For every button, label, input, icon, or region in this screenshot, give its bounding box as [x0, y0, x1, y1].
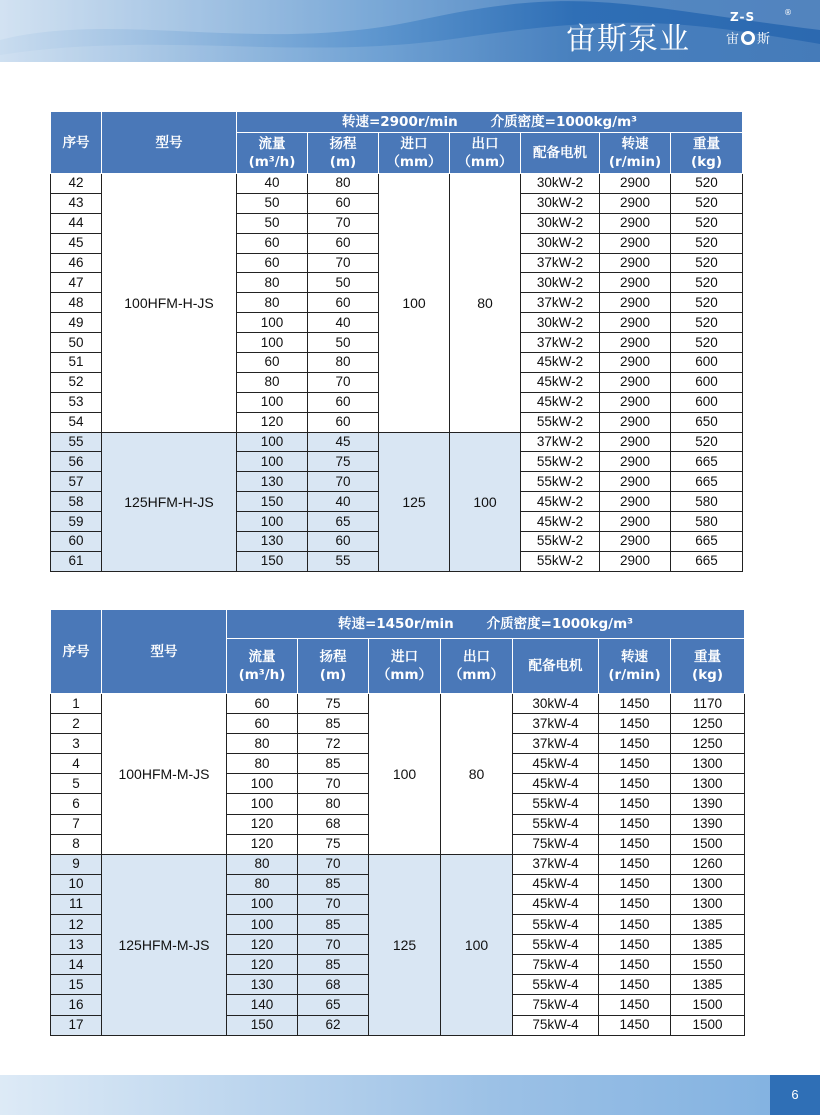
header-head-label: 扬程 [319, 649, 347, 665]
cell-speed: 2900 [600, 353, 671, 373]
cell-no: 59 [51, 512, 102, 532]
cell-weight: 1390 [671, 814, 745, 834]
cell-flow: 80 [237, 273, 308, 293]
cell-no: 58 [51, 492, 102, 512]
header-flow-unit: (m³/h) [238, 667, 286, 683]
cell-flow: 130 [237, 472, 308, 492]
cell-speed: 2900 [600, 253, 671, 273]
header-flow [227, 639, 298, 694]
cell-flow: 60 [227, 694, 298, 714]
cell-head: 60 [308, 193, 379, 213]
cell-speed: 2900 [600, 551, 671, 571]
cell-flow: 100 [237, 392, 308, 412]
cell-flow: 130 [237, 532, 308, 552]
cell-speed: 1450 [599, 834, 671, 854]
cell-head: 60 [308, 392, 379, 412]
table-row [51, 432, 743, 452]
cell-weight: 600 [671, 372, 743, 392]
cell-speed: 2900 [600, 392, 671, 412]
cell-speed: 2900 [600, 532, 671, 552]
gear-icon [741, 31, 755, 45]
cell-motor: 45kW-2 [521, 512, 600, 532]
cell-head: 70 [308, 253, 379, 273]
header-condition: 转速=2900r/min 介质密度=1000kg/m³ [237, 112, 743, 133]
cell-head: 40 [308, 313, 379, 333]
cell-motor: 75kW-4 [513, 995, 599, 1015]
cell-model: 100HFM-M-JS [102, 694, 227, 855]
cell-no: 47 [51, 273, 102, 293]
cell-flow: 80 [227, 874, 298, 894]
cell-motor: 30kW-2 [521, 313, 600, 333]
cell-motor: 55kW-4 [513, 975, 599, 995]
cell-speed: 1450 [599, 854, 671, 874]
cell-motor: 37kW-2 [521, 432, 600, 452]
cell-no: 7 [51, 814, 102, 834]
cell-head: 50 [308, 273, 379, 293]
header-speed-unit: (r/min) [608, 154, 662, 170]
cell-head: 55 [308, 551, 379, 571]
cell-weight: 1260 [671, 854, 745, 874]
company-logo [722, 10, 810, 52]
header-weight-unit: (kg) [691, 154, 723, 170]
cell-no: 53 [51, 392, 102, 412]
cell-motor: 55kW-2 [521, 551, 600, 571]
cell-no: 15 [51, 975, 102, 995]
header-inlet [369, 639, 441, 694]
cell-flow: 100 [237, 333, 308, 353]
cell-motor: 45kW-4 [513, 774, 599, 794]
cell-speed: 1450 [599, 955, 671, 975]
logo-mark [726, 28, 770, 47]
cell-no: 12 [51, 915, 102, 935]
cell-weight: 520 [671, 432, 743, 452]
cell-motor: 55kW-4 [513, 935, 599, 955]
header-outlet-label: 出口 [471, 136, 499, 152]
header-row-condition [51, 112, 743, 133]
cell-head: 75 [298, 694, 369, 714]
header-flow-label: 流量 [258, 136, 286, 152]
cell-no: 11 [51, 894, 102, 914]
cell-no: 44 [51, 213, 102, 233]
brand-title: 宙斯泵业 [566, 22, 690, 57]
cell-motor: 45kW-4 [513, 754, 599, 774]
header-motor: 配备电机 [513, 639, 599, 694]
cell-head: 85 [298, 915, 369, 935]
cell-flow: 60 [227, 714, 298, 734]
cell-weight: 1500 [671, 834, 745, 854]
cell-flow: 80 [237, 293, 308, 313]
cell-head: 85 [298, 754, 369, 774]
cell-flow: 130 [227, 975, 298, 995]
cell-speed: 1450 [599, 734, 671, 754]
cell-motor: 37kW-2 [521, 333, 600, 353]
cell-flow: 100 [227, 894, 298, 914]
cell-no: 4 [51, 754, 102, 774]
header-outlet [450, 133, 521, 174]
header-speed-label: 转速 [621, 649, 648, 665]
cell-speed: 1450 [599, 714, 671, 734]
cell-motor: 45kW-4 [513, 894, 599, 914]
cell-head: 45 [308, 432, 379, 452]
cell-head: 68 [298, 814, 369, 834]
cell-head: 85 [298, 714, 369, 734]
header-head [298, 639, 369, 694]
cell-motor: 45kW-2 [521, 492, 600, 512]
cell-outlet: 80 [450, 174, 521, 433]
spec-table-2900 [50, 111, 743, 572]
cell-weight: 1300 [671, 894, 745, 914]
cell-motor: 30kW-2 [521, 213, 600, 233]
cell-no: 52 [51, 372, 102, 392]
cell-no: 2 [51, 714, 102, 734]
cell-outlet: 100 [450, 432, 521, 571]
cell-flow: 120 [227, 955, 298, 975]
cell-no: 16 [51, 995, 102, 1015]
cell-weight: 1390 [671, 794, 745, 814]
cell-speed: 2900 [600, 213, 671, 233]
cell-weight: 520 [671, 233, 743, 253]
cell-motor: 37kW-2 [521, 253, 600, 273]
cell-flow: 120 [227, 935, 298, 955]
header-flow-unit: (m³/h) [248, 154, 296, 170]
cell-motor: 37kW-2 [521, 293, 600, 313]
cell-weight: 1385 [671, 975, 745, 995]
cell-flow: 60 [237, 253, 308, 273]
cell-head: 60 [308, 532, 379, 552]
header-head-unit: (m) [329, 154, 357, 170]
cell-flow: 120 [237, 412, 308, 432]
cell-speed: 2900 [600, 512, 671, 532]
cell-speed: 1450 [599, 1015, 671, 1035]
header-inlet-label: 进口 [391, 649, 418, 665]
cell-speed: 1450 [599, 975, 671, 995]
cell-motor: 75kW-4 [513, 834, 599, 854]
cell-weight: 1250 [671, 714, 745, 734]
spec-table-1450 [50, 609, 745, 1036]
cell-motor: 37kW-4 [513, 714, 599, 734]
cell-head: 80 [308, 353, 379, 373]
cell-flow: 150 [227, 1015, 298, 1035]
logo-registered-mark: ® [784, 8, 792, 17]
header-no: 序号 [51, 610, 102, 694]
header-head-unit: (m) [319, 667, 347, 683]
cell-flow: 100 [227, 794, 298, 814]
header-speed [600, 133, 671, 174]
cell-weight: 1250 [671, 734, 745, 754]
cell-head: 70 [298, 854, 369, 874]
cell-model: 100HFM-H-JS [102, 174, 237, 433]
cell-weight: 665 [671, 551, 743, 571]
cell-no: 49 [51, 313, 102, 333]
cell-motor: 45kW-2 [521, 392, 600, 412]
cell-head: 80 [308, 174, 379, 194]
cell-no: 5 [51, 774, 102, 794]
cell-head: 50 [308, 333, 379, 353]
header-outlet [441, 639, 513, 694]
header-motor: 配备电机 [521, 133, 600, 174]
cell-no: 1 [51, 694, 102, 714]
cell-head: 75 [298, 834, 369, 854]
cell-speed: 2900 [600, 193, 671, 213]
cell-motor: 30kW-2 [521, 193, 600, 213]
header-head [308, 133, 379, 174]
cell-speed: 2900 [600, 333, 671, 353]
cell-motor: 37kW-4 [513, 854, 599, 874]
cell-no: 50 [51, 333, 102, 353]
cell-motor: 45kW-2 [521, 353, 600, 373]
cell-flow: 40 [237, 174, 308, 194]
header-flow-label: 流量 [248, 649, 276, 665]
cell-head: 75 [308, 452, 379, 472]
header-no: 序号 [51, 112, 102, 174]
header-outlet-label: 出口 [463, 649, 490, 665]
cell-flow: 100 [227, 915, 298, 935]
footer-bar [0, 1075, 820, 1115]
cell-no: 9 [51, 854, 102, 874]
cell-flow: 100 [237, 512, 308, 532]
cell-flow: 150 [237, 492, 308, 512]
cell-speed: 1450 [599, 814, 671, 834]
logo-text: Z-S [730, 10, 756, 24]
cell-head: 70 [298, 894, 369, 914]
cell-no: 46 [51, 253, 102, 273]
cell-motor: 55kW-4 [513, 915, 599, 935]
cell-head: 70 [298, 774, 369, 794]
header-model: 型号 [102, 112, 237, 174]
cell-flow: 60 [237, 353, 308, 373]
cell-speed: 1450 [599, 874, 671, 894]
cell-no: 56 [51, 452, 102, 472]
cell-flow: 100 [237, 452, 308, 472]
cell-model: 125HFM-H-JS [102, 432, 237, 571]
header-model: 型号 [102, 610, 227, 694]
cell-weight: 1385 [671, 935, 745, 955]
cell-no: 45 [51, 233, 102, 253]
cell-head: 70 [298, 935, 369, 955]
cell-speed: 1450 [599, 894, 671, 914]
cell-motor: 55kW-2 [521, 532, 600, 552]
header-flow [237, 133, 308, 174]
page-number: 6 [770, 1075, 820, 1115]
cell-inlet: 125 [379, 432, 450, 571]
cell-head: 85 [298, 874, 369, 894]
cell-speed: 1450 [599, 935, 671, 955]
cell-head: 60 [308, 293, 379, 313]
cell-speed: 2900 [600, 432, 671, 452]
cell-weight: 520 [671, 333, 743, 353]
header-speed-unit: (r/min) [608, 667, 661, 683]
cell-speed: 2900 [600, 313, 671, 333]
header-inlet [379, 133, 450, 174]
cell-no: 42 [51, 174, 102, 194]
cell-motor: 30kW-2 [521, 174, 600, 194]
cell-head: 85 [298, 955, 369, 975]
cell-weight: 665 [671, 452, 743, 472]
cell-weight: 1170 [671, 694, 745, 714]
header-weight-label: 重量 [693, 136, 721, 152]
cell-flow: 50 [237, 193, 308, 213]
header-outlet-unit: （mm） [448, 667, 505, 683]
cell-inlet: 100 [369, 694, 441, 855]
cell-motor: 45kW-2 [521, 372, 600, 392]
cell-weight: 600 [671, 353, 743, 373]
cell-motor: 55kW-4 [513, 794, 599, 814]
cell-weight: 1385 [671, 915, 745, 935]
cell-motor: 45kW-4 [513, 874, 599, 894]
cell-flow: 80 [227, 754, 298, 774]
cell-flow: 80 [227, 734, 298, 754]
cell-speed: 1450 [599, 754, 671, 774]
header-condition: 转速=1450r/min 介质密度=1000kg/m³ [227, 610, 745, 639]
cell-weight: 1500 [671, 995, 745, 1015]
cell-inlet: 125 [369, 854, 441, 1035]
cell-head: 60 [308, 412, 379, 432]
cell-speed: 1450 [599, 915, 671, 935]
wave-decoration-icon [0, 0, 820, 62]
cell-no: 17 [51, 1015, 102, 1035]
cell-no: 51 [51, 353, 102, 373]
cell-weight: 520 [671, 273, 743, 293]
cell-no: 60 [51, 532, 102, 552]
cell-speed: 2900 [600, 174, 671, 194]
cell-flow: 80 [227, 854, 298, 874]
cell-weight: 520 [671, 193, 743, 213]
cell-weight: 650 [671, 412, 743, 432]
cell-motor: 75kW-4 [513, 1015, 599, 1035]
cell-flow: 60 [237, 233, 308, 253]
cell-motor: 55kW-2 [521, 452, 600, 472]
cell-no: 54 [51, 412, 102, 432]
cell-weight: 1300 [671, 754, 745, 774]
cell-speed: 2900 [600, 293, 671, 313]
cell-flow: 150 [237, 551, 308, 571]
cell-head: 65 [308, 512, 379, 532]
cell-no: 13 [51, 935, 102, 955]
cell-weight: 520 [671, 213, 743, 233]
cell-weight: 580 [671, 512, 743, 532]
header-speed-label: 转速 [621, 136, 649, 152]
cell-speed: 2900 [600, 492, 671, 512]
cell-no: 3 [51, 734, 102, 754]
cell-speed: 2900 [600, 233, 671, 253]
cell-no: 10 [51, 874, 102, 894]
cell-speed: 1450 [599, 794, 671, 814]
table-row [51, 174, 743, 194]
cell-weight: 520 [671, 293, 743, 313]
cell-motor: 75kW-4 [513, 955, 599, 975]
header-row-condition [51, 610, 745, 639]
cell-speed: 2900 [600, 412, 671, 432]
cell-weight: 520 [671, 313, 743, 333]
cell-flow: 100 [237, 432, 308, 452]
header-outlet-unit: （mm） [457, 154, 513, 170]
cell-no: 6 [51, 794, 102, 814]
cell-motor: 55kW-2 [521, 412, 600, 432]
cell-weight: 520 [671, 174, 743, 194]
cell-flow: 120 [227, 814, 298, 834]
cell-head: 65 [298, 995, 369, 1015]
cell-speed: 2900 [600, 452, 671, 472]
cell-motor: 30kW-2 [521, 273, 600, 293]
cell-head: 40 [308, 492, 379, 512]
header-inlet-unit: （mm） [376, 667, 433, 683]
header-inlet-unit: （mm） [386, 154, 442, 170]
cell-speed: 2900 [600, 372, 671, 392]
cell-head: 70 [308, 472, 379, 492]
cell-head: 72 [298, 734, 369, 754]
cell-weight: 580 [671, 492, 743, 512]
header-inlet-label: 进口 [400, 136, 428, 152]
cell-speed: 2900 [600, 273, 671, 293]
cell-head: 60 [308, 233, 379, 253]
header-head-label: 扬程 [329, 136, 357, 152]
cell-weight: 600 [671, 392, 743, 412]
cell-motor: 30kW-2 [521, 233, 600, 253]
cell-motor: 30kW-4 [513, 694, 599, 714]
cell-weight: 1300 [671, 874, 745, 894]
cell-flow: 100 [237, 313, 308, 333]
cell-speed: 1450 [599, 694, 671, 714]
cell-model: 125HFM-M-JS [102, 854, 227, 1035]
logo-cn-right: 斯 [757, 32, 771, 47]
cell-speed: 2900 [600, 472, 671, 492]
cell-flow: 100 [227, 774, 298, 794]
table-row [51, 854, 745, 874]
cell-no: 61 [51, 551, 102, 571]
cell-flow: 80 [237, 372, 308, 392]
logo-cn-left: 宙 [726, 32, 740, 47]
cell-outlet: 100 [441, 854, 513, 1035]
cell-no: 48 [51, 293, 102, 313]
header-weight [671, 639, 745, 694]
cell-weight: 520 [671, 253, 743, 273]
cell-no: 8 [51, 834, 102, 854]
cell-weight: 665 [671, 532, 743, 552]
header-speed [599, 639, 671, 694]
cell-head: 62 [298, 1015, 369, 1035]
cell-motor: 37kW-4 [513, 734, 599, 754]
header-weight-unit: (kg) [692, 667, 724, 683]
cell-speed: 1450 [599, 995, 671, 1015]
cell-head: 68 [298, 975, 369, 995]
cell-speed: 1450 [599, 774, 671, 794]
cell-motor: 55kW-4 [513, 814, 599, 834]
cell-head: 70 [308, 372, 379, 392]
cell-no: 43 [51, 193, 102, 213]
cell-weight: 1300 [671, 774, 745, 794]
cell-weight: 1550 [671, 955, 745, 975]
header-weight-label: 重量 [694, 649, 722, 665]
cell-weight: 1500 [671, 1015, 745, 1035]
header-banner [0, 0, 820, 62]
cell-no: 14 [51, 955, 102, 975]
cell-head: 70 [308, 213, 379, 233]
cell-flow: 120 [227, 834, 298, 854]
table-row [51, 694, 745, 714]
cell-inlet: 100 [379, 174, 450, 433]
cell-no: 55 [51, 432, 102, 452]
cell-outlet: 80 [441, 694, 513, 855]
cell-flow: 140 [227, 995, 298, 1015]
header-weight [671, 133, 743, 174]
cell-motor: 55kW-2 [521, 472, 600, 492]
cell-head: 80 [298, 794, 369, 814]
cell-flow: 50 [237, 213, 308, 233]
cell-weight: 665 [671, 472, 743, 492]
cell-no: 57 [51, 472, 102, 492]
